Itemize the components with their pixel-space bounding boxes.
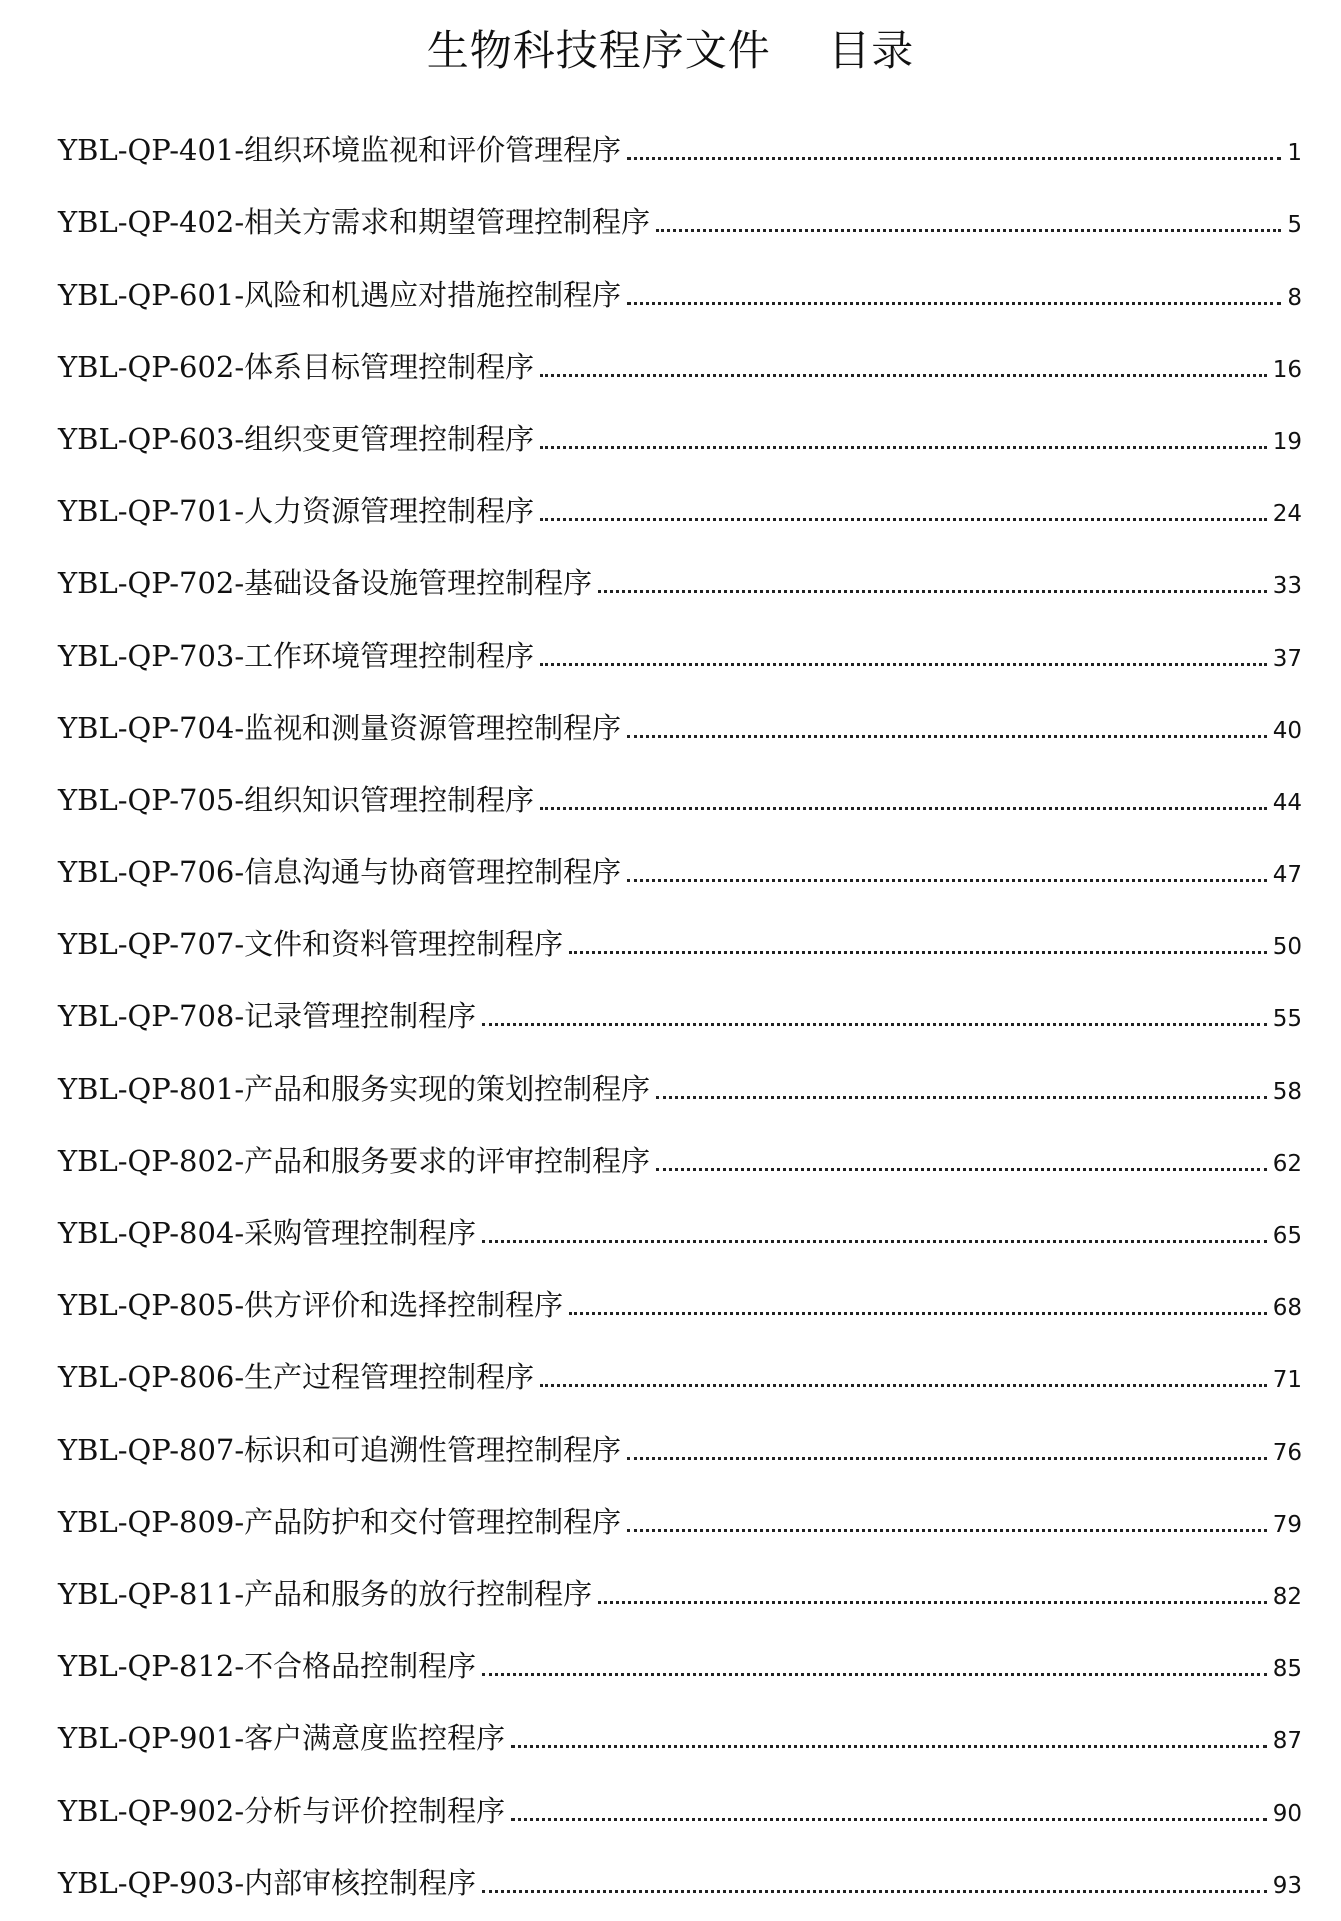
toc-dot-leader — [627, 302, 1281, 305]
toc-entry[interactable] — [58, 1189, 1302, 1261]
toc-entry-title: YBL-QP-801-产品和服务实现的策划控制程序 — [58, 1071, 651, 1106]
toc-entry-page-number: 55 — [1272, 1006, 1302, 1033]
toc-dot-leader — [540, 663, 1267, 666]
toc-entry[interactable] — [58, 1117, 1302, 1189]
toc-dot-leader — [627, 879, 1267, 882]
toc-entry-title: YBL-QP-901-客户满意度监控程序 — [58, 1721, 506, 1756]
toc-entry-title: YBL-QP-805-供方评价和选择控制程序 — [58, 1288, 564, 1323]
toc-entry[interactable] — [58, 1261, 1302, 1333]
toc-entry[interactable] — [58, 1622, 1302, 1694]
toc-entry-title: YBL-QP-802-产品和服务要求的评审控制程序 — [58, 1143, 651, 1178]
toc-dot-leader — [627, 1457, 1267, 1460]
toc-dot-leader — [540, 446, 1267, 449]
toc-entry-page-number: 19 — [1272, 428, 1302, 455]
toc-entry[interactable] — [58, 1766, 1302, 1838]
toc-dot-leader — [598, 590, 1267, 593]
toc-entry[interactable] — [58, 1405, 1302, 1477]
toc-entry[interactable] — [58, 611, 1302, 683]
toc-dot-leader — [627, 157, 1281, 160]
toc-entry-title: YBL-QP-601-风险和机遇应对措施控制程序 — [58, 277, 622, 312]
toc-dot-leader — [482, 1890, 1267, 1893]
toc-entry-title: YBL-QP-708-记录管理控制程序 — [58, 999, 477, 1034]
toc-entry-title: YBL-QP-806-生产过程管理控制程序 — [58, 1360, 535, 1395]
toc-entry[interactable] — [58, 756, 1302, 828]
toc-entry-title: YBL-QP-703-工作环境管理控制程序 — [58, 638, 535, 673]
toc-dot-leader — [540, 518, 1267, 521]
toc-entry[interactable] — [58, 1333, 1302, 1405]
toc-dot-leader — [482, 1023, 1267, 1026]
toc-entry-page-number: 76 — [1272, 1439, 1302, 1466]
toc-entry-page-number: 93 — [1272, 1872, 1302, 1899]
toc-entry-title: YBL-QP-704-监视和测量资源管理控制程序 — [58, 710, 622, 745]
toc-entry[interactable] — [58, 1478, 1302, 1550]
toc-entry[interactable] — [58, 539, 1302, 611]
toc-entry-page-number: 5 — [1287, 212, 1302, 239]
toc-entry[interactable] — [58, 467, 1302, 539]
toc-dot-leader — [511, 1818, 1267, 1821]
toc-entry[interactable] — [58, 1044, 1302, 1116]
toc-entry-title: YBL-QP-602-体系目标管理控制程序 — [58, 349, 535, 384]
toc-entry-page-number: 90 — [1272, 1800, 1302, 1827]
toc-entry-title: YBL-QP-902-分析与评价控制程序 — [58, 1793, 506, 1828]
toc-entry-page-number: 37 — [1272, 645, 1302, 672]
toc-entry-page-number: 50 — [1272, 934, 1302, 961]
toc-entry[interactable] — [58, 250, 1302, 322]
toc-entry-title: YBL-QP-701-人力资源管理控制程序 — [58, 494, 535, 529]
toc-entry-page-number: 44 — [1272, 789, 1302, 816]
toc-entry-title: YBL-QP-903-内部审核控制程序 — [58, 1865, 477, 1900]
toc-entry-page-number: 85 — [1272, 1656, 1302, 1683]
toc-entry-page-number: 62 — [1272, 1150, 1302, 1177]
toc-entry[interactable] — [58, 395, 1302, 467]
toc-dot-leader — [540, 807, 1267, 810]
toc-dot-leader — [569, 951, 1267, 954]
toc-entry-page-number: 33 — [1272, 573, 1302, 600]
toc-entry-page-number: 58 — [1272, 1078, 1302, 1105]
toc-dot-leader — [656, 1168, 1267, 1171]
toc-dot-leader — [540, 1384, 1267, 1387]
toc-entry-page-number: 47 — [1272, 862, 1302, 889]
toc-entry[interactable] — [58, 828, 1302, 900]
toc-entry-page-number: 8 — [1287, 284, 1302, 311]
toc-dot-leader — [656, 1096, 1267, 1099]
toc-entry-title: YBL-QP-707-文件和资料管理控制程序 — [58, 927, 564, 962]
toc-entry-title: YBL-QP-706-信息沟通与协商管理控制程序 — [58, 855, 622, 890]
toc-entry[interactable] — [58, 1550, 1302, 1622]
toc-entry-title: YBL-QP-807-标识和可追溯性管理控制程序 — [58, 1432, 622, 1467]
toc-entry[interactable] — [58, 684, 1302, 756]
toc-entry-page-number: 87 — [1272, 1728, 1302, 1755]
toc-dot-leader — [627, 735, 1267, 738]
toc-entry-page-number: 24 — [1272, 501, 1302, 528]
toc-entry-page-number: 71 — [1272, 1367, 1302, 1394]
toc-entry-page-number: 82 — [1272, 1583, 1302, 1610]
toc-entry[interactable] — [58, 178, 1302, 250]
toc-entry-title: YBL-QP-809-产品防护和交付管理控制程序 — [58, 1504, 622, 1539]
toc-dot-leader — [482, 1240, 1267, 1243]
toc-entry-page-number: 68 — [1272, 1295, 1302, 1322]
toc-entry-page-number: 1 — [1287, 140, 1302, 167]
toc-dot-leader — [656, 229, 1281, 232]
toc-entry-page-number: 65 — [1272, 1223, 1302, 1249]
toc-entry[interactable] — [58, 323, 1302, 395]
toc-entry[interactable] — [58, 1694, 1302, 1766]
toc-entry-page-number: 40 — [1272, 717, 1302, 744]
toc-dot-leader — [540, 374, 1267, 377]
toc-entry[interactable] — [58, 900, 1302, 972]
toc-entry-title: YBL-QP-812-不合格品控制程序 — [58, 1649, 477, 1684]
toc-entry-page-number: 16 — [1272, 356, 1302, 383]
toc-dot-leader — [482, 1673, 1267, 1676]
toc-entry[interactable] — [58, 1839, 1302, 1911]
toc-entry-title: YBL-QP-401-组织环境监视和评价管理程序 — [58, 133, 622, 168]
toc-entry-title: YBL-QP-705-组织知识管理控制程序 — [58, 782, 535, 817]
toc-dot-leader — [627, 1529, 1267, 1532]
toc-entry-title: YBL-QP-402-相关方需求和期望管理控制程序 — [58, 205, 651, 240]
table-of-contents — [58, 106, 1302, 1911]
toc-entry[interactable] — [58, 972, 1302, 1044]
toc-entry[interactable] — [58, 106, 1302, 178]
toc-entry-title: YBL-QP-804-采购管理控制程序 — [58, 1216, 477, 1250]
toc-dot-leader — [569, 1312, 1267, 1315]
page-title: 生物科技程序文件 目录 — [426, 26, 915, 75]
toc-entry-title: YBL-QP-702-基础设备设施管理控制程序 — [58, 566, 593, 601]
toc-dot-leader — [511, 1745, 1267, 1748]
toc-dot-leader — [598, 1601, 1267, 1604]
toc-entry-page-number: 79 — [1272, 1511, 1302, 1538]
toc-entry-title: YBL-QP-811-产品和服务的放行控制程序 — [58, 1576, 593, 1611]
toc-entry-title: YBL-QP-603-组织变更管理控制程序 — [58, 421, 535, 456]
